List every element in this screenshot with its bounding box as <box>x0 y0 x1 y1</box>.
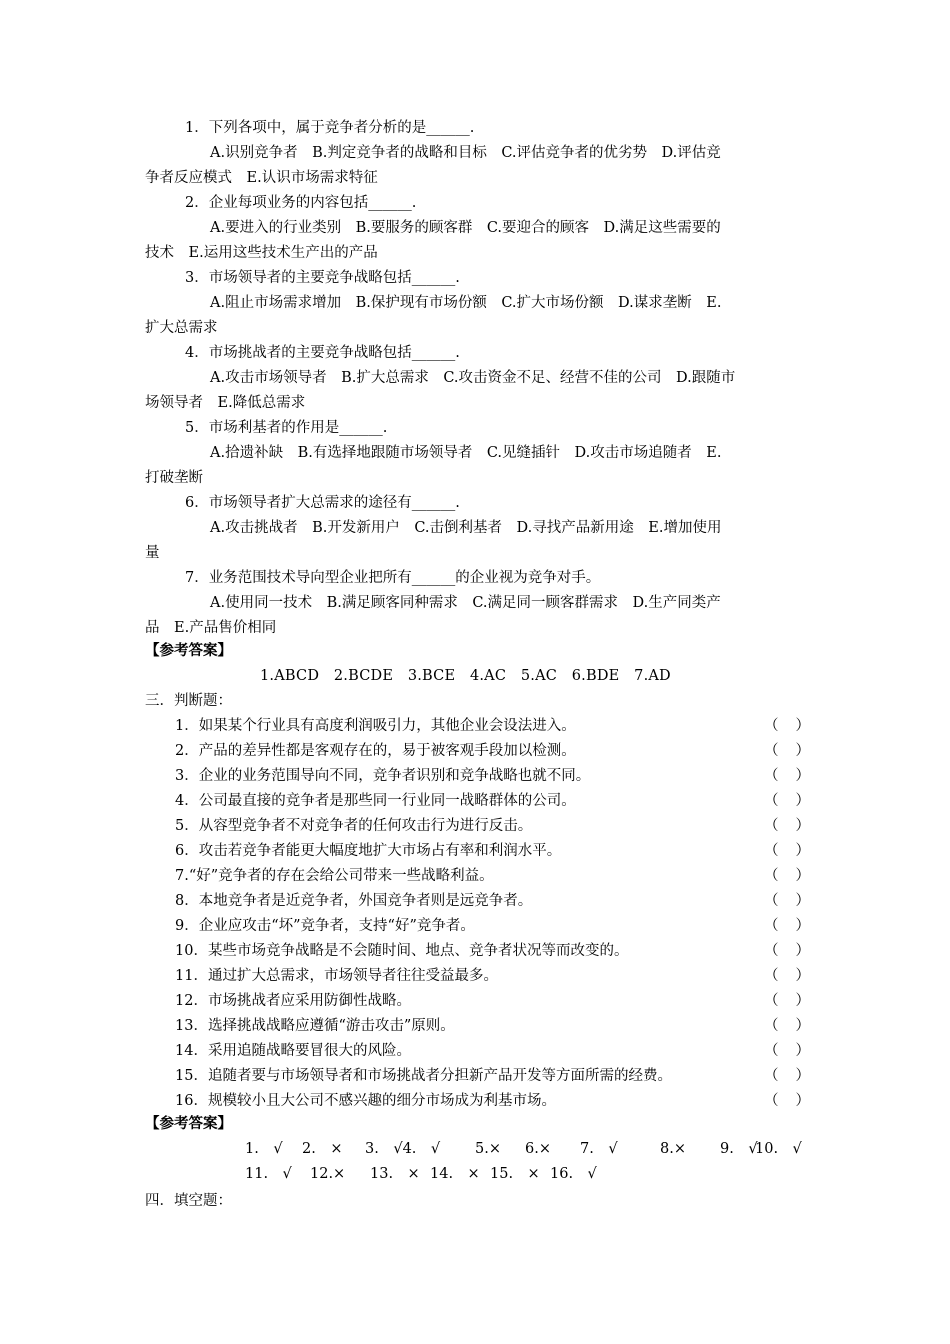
answer-blank-parentheses <box>764 765 810 787</box>
true-false-statement: 16．规模较小且大公司不感兴趣的细分市场成为利基市场。 <box>175 1093 556 1109</box>
paren-open: （ <box>764 968 779 984</box>
paren-open: （ <box>764 1018 779 1034</box>
paren-close: ） <box>795 918 810 934</box>
true-false-item <box>175 940 810 962</box>
paren-open: （ <box>764 1093 779 1109</box>
answer-blank-parentheses <box>764 890 810 912</box>
true-false-statement: 12．市场挑战者应采用防御性战略。 <box>175 993 411 1009</box>
tf-answer: 5.× <box>475 1141 501 1157</box>
paren-close: ） <box>795 868 810 884</box>
answer-blank-parentheses <box>764 790 810 812</box>
true-false-statement: 7.“好”竞争者的存在会给公司带来一些战略利益。 <box>175 868 494 884</box>
paren-open: （ <box>764 818 779 834</box>
true-false-statement: 3．企业的业务范围导向不同，竞争者识别和竞争战略也就不同。 <box>175 768 591 784</box>
paren-open: （ <box>764 843 779 859</box>
paren-open: （ <box>764 768 779 784</box>
true-false-statement: 15．追随者要与市场领导者和市场挑战者分担新产品开发等方面所需的经费。 <box>175 1068 672 1084</box>
true-false-item <box>175 915 810 937</box>
true-false-item <box>175 965 810 987</box>
true-false-item <box>175 1065 810 1087</box>
true-false-item <box>175 890 810 912</box>
question-options: A.拾遗补缺 B.有选择地跟随市场领导者 C.见缝插针 D.攻击市场追随者 E. <box>210 445 722 461</box>
paren-open: （ <box>764 918 779 934</box>
question-options-continued: 场领导者 E.降低总需求 <box>145 395 306 411</box>
question-stem: 4．市场挑战者的主要竞争战略包括______. <box>185 345 460 361</box>
true-false-statement: 2．产品的差异性都是客观存在的，易于被客观手段加以检测。 <box>175 743 576 759</box>
paren-close: ） <box>795 993 810 1009</box>
answer-blank-parentheses <box>764 1065 810 1087</box>
answer-blank-parentheses <box>764 940 810 962</box>
answer-blank-parentheses <box>764 815 810 837</box>
question-options: A.阻止市场需求增加 B.保护现有市场份额 C.扩大市场份额 D.谋求垄断 E. <box>210 295 722 311</box>
question-options-continued: 打破垄断 <box>145 470 203 486</box>
question-options: A.攻击市场领导者 B.扩大总需求 C.攻击资金不足、经营不佳的公司 D.跟随市 <box>210 370 736 386</box>
paren-close: ） <box>795 718 810 734</box>
section-title-true-false: 三．判断题： <box>145 693 232 709</box>
answer-blank-parentheses <box>764 740 810 762</box>
answer-blank-parentheses <box>764 1040 810 1062</box>
question-options-continued: 技术 E.运用这些技术生产出的产品 <box>145 245 378 261</box>
reference-answer-heading: 【参考答案】 <box>145 642 232 659</box>
true-false-item <box>175 740 810 762</box>
question-stem: 1．下列各项中，属于竞争者分析的是______. <box>185 120 475 136</box>
paren-close: ） <box>795 768 810 784</box>
tf-answer: 8.× <box>660 1141 686 1157</box>
answer-blank-parentheses <box>764 715 810 737</box>
tf-answer: 15. × <box>490 1166 540 1182</box>
question-stem: 2．企业每项业务的内容包括______. <box>185 195 417 211</box>
answer-blank-parentheses <box>764 840 810 862</box>
paren-open: （ <box>764 1043 779 1059</box>
question-stem: 3．市场领导者的主要竞争战略包括______. <box>185 270 460 286</box>
question-options: A.攻击挑战者 B.开发新用户 C.击倒利基者 D.寻找产品新用途 E.增加使用 <box>210 520 722 536</box>
paren-close: ） <box>795 1068 810 1084</box>
answer-blank-parentheses <box>764 990 810 1012</box>
answer-blank-parentheses <box>764 865 810 887</box>
true-false-statement: 8．本地竞争者是近竞争者，外国竞争者则是远竞争者。 <box>175 893 533 909</box>
paren-open: （ <box>764 743 779 759</box>
true-false-item <box>175 765 810 787</box>
true-false-item <box>175 1015 810 1037</box>
paren-close: ） <box>795 743 810 759</box>
question-options: A.要进入的行业类别 B.要服务的顾客群 C.要迎合的顾客 D.满足这些需要的 <box>210 220 721 236</box>
tf-answer-key-row-1 <box>245 1138 815 1160</box>
question-options-continued: 量 <box>145 545 160 561</box>
answer-blank-parentheses <box>764 965 810 987</box>
tf-answer: 6.× <box>525 1141 551 1157</box>
question-stem: 5．市场利基者的作用是______. <box>185 420 388 436</box>
answer-blank-parentheses <box>764 1015 810 1037</box>
true-false-statement: 13．选择挑战战略应遵循“游击攻击”原则。 <box>175 1018 455 1034</box>
paren-open: （ <box>764 1068 779 1084</box>
paren-close: ） <box>795 893 810 909</box>
true-false-statement: 10．某些市场竞争战略是不会随时间、地点、竞争者状况等而改变的。 <box>175 943 629 959</box>
tf-answer-key-row-2 <box>245 1163 645 1185</box>
tf-answer: 16. √ <box>550 1166 597 1182</box>
tf-answer: 9. √ <box>720 1141 758 1157</box>
question-options: A.使用同一技术 B.满足顾客同种需求 C.满足同一顾客群需求 D.生产同类产 <box>210 595 721 611</box>
true-false-statement: 4．公司最直接的竞争者是那些同一行业同一战略群体的公司。 <box>175 793 576 809</box>
paren-open: （ <box>764 993 779 1009</box>
paren-close: ） <box>795 843 810 859</box>
paren-close: ） <box>795 818 810 834</box>
true-false-statement: 14．采用追随战略要冒很大的风险。 <box>175 1043 411 1059</box>
true-false-statement: 5．从容型竞争者不对竞争者的任何攻击行为进行反击。 <box>175 818 533 834</box>
tf-answer: 11. √ <box>245 1166 292 1182</box>
true-false-item <box>175 865 810 887</box>
answer-blank-parentheses <box>764 915 810 937</box>
question-stem: 7．业务范围技术导向型企业把所有______的企业视为竞争对手。 <box>185 570 601 586</box>
question-options: A.识别竞争者 B.判定竞争者的战略和目标 C.评估竞争者的优劣势 D.评估竞 <box>210 145 721 161</box>
paren-open: （ <box>764 893 779 909</box>
paren-open: （ <box>764 793 779 809</box>
true-false-statement: 6．攻击若竞争者能更大幅度地扩大市场占有率和利润水平。 <box>175 843 562 859</box>
question-options-continued: 品 E.产品售价相同 <box>145 620 277 636</box>
true-false-item <box>175 1040 810 1062</box>
question-stem: 6．市场领导者扩大总需求的途径有______. <box>185 495 460 511</box>
paren-close: ） <box>795 968 810 984</box>
true-false-item <box>175 840 810 862</box>
tf-answer: 1. √ <box>245 1141 283 1157</box>
question-options-continued: 争者反应模式 E.认识市场需求特征 <box>145 170 378 186</box>
paren-close: ） <box>795 1043 810 1059</box>
true-false-item <box>175 1090 810 1112</box>
true-false-statement: 1．如果某个行业具有高度利润吸引力，其他企业会设法进入。 <box>175 718 576 734</box>
paren-close: ） <box>795 1018 810 1034</box>
tf-answer: 13. × <box>370 1166 420 1182</box>
paren-open: （ <box>764 943 779 959</box>
true-false-item <box>175 815 810 837</box>
question-options-continued: 扩大总需求 <box>145 320 218 336</box>
tf-answer: 12.× <box>310 1166 346 1182</box>
tf-answer: 10. √ <box>755 1141 802 1157</box>
tf-answer: 14. × <box>430 1166 480 1182</box>
reference-answer-heading-2: 【参考答案】 <box>145 1115 232 1132</box>
true-false-statement: 9．企业应攻击“坏”竞争者，支持“好”竞争者。 <box>175 918 475 934</box>
true-false-item <box>175 990 810 1012</box>
true-false-statement: 11．通过扩大总需求，市场领导者往往受益最多。 <box>175 968 498 984</box>
tf-answer: 3. √4. √ <box>365 1141 441 1157</box>
tf-answer: 7. √ <box>580 1141 618 1157</box>
true-false-item <box>175 715 810 737</box>
paren-open: （ <box>764 868 779 884</box>
paren-close: ） <box>795 943 810 959</box>
true-false-item <box>175 790 810 812</box>
tf-answer: 2. × <box>302 1141 343 1157</box>
paren-close: ） <box>795 1093 810 1109</box>
paren-close: ） <box>795 793 810 809</box>
paren-open: （ <box>764 718 779 734</box>
answer-blank-parentheses <box>764 1090 810 1112</box>
section-title-fill-blank: 四．填空题： <box>145 1193 232 1209</box>
mc-answer-key: 1.ABCD 2.BCDE 3.BCE 4.AC 5.AC 6.BDE 7.AD <box>260 668 671 684</box>
